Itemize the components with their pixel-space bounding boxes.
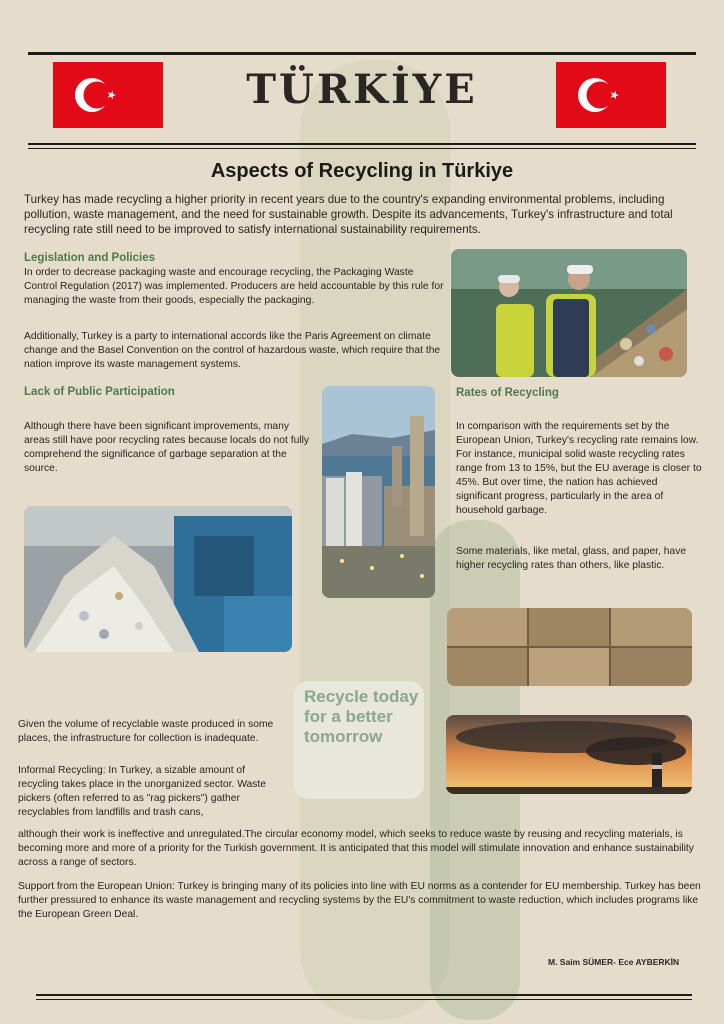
intro-paragraph: Turkey has made recycling a higher priority in recent years due to the country's expanding environmental problems, including pollution, waste management, and the need for sustainable growth. Despite its advancements, Turkey's infrastructure and total recycling rate still need to be improved to satisfy international sustainability requirements. bbox=[24, 193, 673, 236]
participation-heading: Lack of Public Participation bbox=[24, 386, 175, 398]
legislation-heading: Legislation and Policies bbox=[24, 252, 156, 264]
slogan-text: Recycle today for a better tomorrow bbox=[304, 687, 419, 746]
photo-smokestack-pollution bbox=[446, 715, 692, 794]
photo-paper-waste-baler bbox=[24, 506, 292, 652]
legislation-paragraph: Additionally, Turkey is a party to international accords like the Paris Agreement on climate change and the Basel Convention on the control of hazardous waste, which require that the nation improve its waste management systems. bbox=[24, 331, 441, 370]
header-rule bbox=[28, 148, 696, 149]
bottom-rule bbox=[36, 999, 692, 1000]
photo-cardboard-bales bbox=[447, 608, 692, 686]
rates-paragraph: In comparison with the requirements set by the European Union, Turkey's recycling rate remains low. For instance, municipal solid waste recycling rates range from 13 to 15%, but the EU average is closer to 45%. But over time, the nation has achieved significant progress, particularly in the area of household garbage. bbox=[456, 421, 702, 516]
header-rule bbox=[28, 143, 696, 145]
page-title: Aspects of Recycling in Türkiye bbox=[210, 160, 514, 182]
photo-recycling-workers bbox=[451, 249, 687, 377]
legislation-paragraph: In order to decrease packaging waste and encourage recycling, the Packaging Waste Control Regulation (2017) was implemented. Producers are held accountable by this rule for managing the waste from their goods, especially the packaging. bbox=[24, 267, 444, 306]
authors-credit: M. Saim SÜMER- Ece AYBERKİN bbox=[548, 957, 680, 967]
eu-support-paragraph: Support from the European Union: Turkey is bringing many of its policies into line with EU norms as a contender for EU membership. Turkey has been further pressured to enhance its waste management and recycling systems by the EU's commitment to waste reduction, which includes programs like the European Green Deal. bbox=[18, 881, 701, 920]
rates-paragraph: Some materials, like metal, glass, and paper, have higher recycling rates than others, like plastic. bbox=[456, 546, 687, 571]
turkish-flag-right bbox=[556, 62, 666, 128]
informal-recycling-paragraph: Informal Recycling: In Turkey, a sizable amount of recycling takes place in the unorganized sector. Waste pickers (often referred to as "rag pickers") gather recyclables from landfills and trash cans, bbox=[18, 765, 267, 818]
turkish-flag-left bbox=[53, 62, 163, 128]
infrastructure-paragraph: Given the volume of recyclable waste produced in some places, the infrastructure for collection is inadequate. bbox=[18, 719, 274, 744]
top-rule bbox=[28, 52, 696, 55]
rates-heading: Rates of Recycling bbox=[456, 387, 559, 399]
photo-industrial-port bbox=[322, 386, 435, 598]
masthead: TÜRKİYE bbox=[246, 66, 478, 113]
circular-economy-paragraph: although their work is ineffective and unregulated.The circular economy model, which seeks to reduce waste by reusing and recycling materials, is becoming more and more of a priority for the Turkish government. It is anticipated that this model will stimulate innovation and enhance sustainability across a range of sectors. bbox=[18, 829, 694, 868]
slogan-box bbox=[294, 681, 424, 799]
participation-paragraph: Although there have been significant improvements, many areas still have poor recycling rates because locals do not fully comprehend the significance of garbage separation at the source. bbox=[24, 421, 310, 474]
bottom-rule bbox=[36, 994, 692, 996]
